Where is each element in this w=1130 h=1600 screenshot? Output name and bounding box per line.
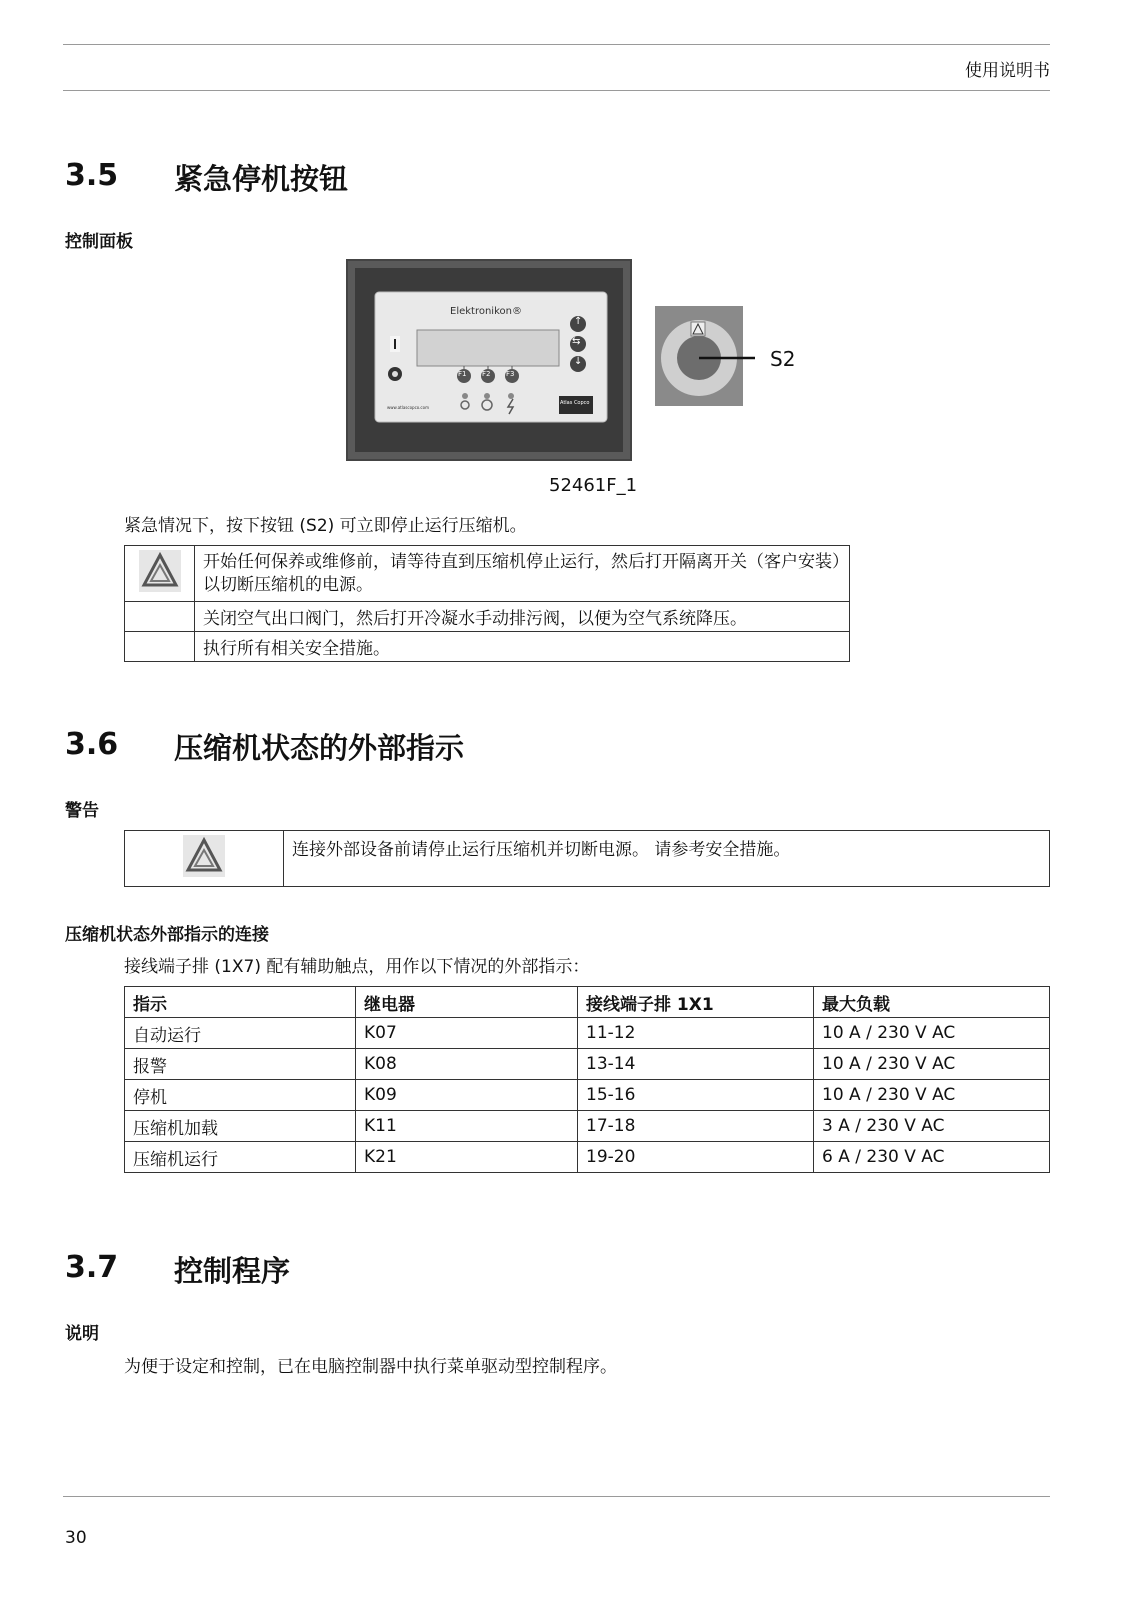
section-number-3-7: 3.7	[65, 1250, 119, 1285]
warning-text: 开始任何保养或维修前，请等待直到压缩机停止运行，然后打开隔离开关（客户安装）以切断压缩机的电源。	[195, 546, 850, 602]
column-header: 指示	[125, 987, 356, 1018]
section-number-3-6: 3.6	[65, 727, 119, 762]
table-cell: 停机	[125, 1080, 356, 1111]
relay-table	[124, 986, 1050, 1173]
column-header: 接线端子排 1X1	[578, 987, 814, 1018]
subheading-description: 说明	[65, 1324, 99, 1344]
atlas-copco-logo: Atlas Copco	[560, 400, 590, 406]
section-title-control-program: 控制程序	[174, 1254, 291, 1288]
section-title-emergency-stop: 紧急停机按钮	[174, 162, 349, 196]
section-number-3-5: 3.5	[65, 158, 119, 193]
table-cell: K08	[356, 1049, 578, 1080]
table-row	[125, 632, 850, 662]
header-bottom-rule	[63, 90, 1050, 91]
warning-icon-cell	[125, 546, 195, 602]
table-cell: 自动运行	[125, 1018, 356, 1049]
control-panel-illustration	[345, 258, 795, 500]
table-cell: 报警	[125, 1049, 356, 1080]
control-panel-figure	[345, 258, 795, 500]
table-cell: 3 A / 230 V AC	[814, 1111, 1050, 1142]
subheading-warning: 警告	[65, 801, 99, 821]
document-title: 使用说明书	[965, 61, 1050, 81]
f3-key: F3	[506, 370, 515, 378]
table-cell: 11-12	[578, 1018, 814, 1049]
table-cell: 10 A / 230 V AC	[814, 1018, 1050, 1049]
control-program-description: 为便于设定和控制，已在电脑控制器中执行菜单驱动型控制程序。	[124, 1357, 617, 1377]
safety-warning-table	[124, 545, 850, 662]
table-row	[125, 1111, 1050, 1142]
figure-caption: 52461F_1	[549, 475, 638, 496]
warning-triangle-icon	[138, 549, 182, 593]
warning-text: 连接外部设备前请停止运行压缩机并切断电源。 请参考安全措施。	[284, 831, 1050, 887]
column-header: 继电器	[356, 987, 578, 1018]
table-row	[125, 831, 1050, 887]
tab-icon: ⇆	[572, 336, 581, 347]
table-cell: 10 A / 230 V AC	[814, 1080, 1050, 1111]
table-cell: K21	[356, 1142, 578, 1173]
footer-rule	[63, 1496, 1050, 1497]
table-header-row	[125, 987, 1050, 1018]
warning-text: 关闭空气出口阀门，然后打开冷凝水手动排污阀，以便为空气系统降压。	[195, 602, 850, 632]
emergency-stop-intro: 紧急情况下，按下按钮 (S2) 可立即停止运行压缩机。	[124, 516, 527, 536]
table-row	[125, 546, 850, 602]
terminal-strip-intro: 接线端子排 (1X7) 配有辅助触点，用作以下情况的外部指示：	[124, 957, 590, 977]
f1-key: F1	[458, 370, 467, 378]
table-row	[125, 1018, 1050, 1049]
table-row	[125, 1049, 1050, 1080]
section-title-external-indication: 压缩机状态的外部指示	[174, 731, 465, 765]
table-row	[125, 1142, 1050, 1173]
table-cell: 13-14	[578, 1049, 814, 1080]
panel-brand-label: Elektronikon®	[450, 306, 522, 317]
table-cell: 17-18	[578, 1111, 814, 1142]
table-cell: K11	[356, 1111, 578, 1142]
panel-website-label: www.atlascopco.com	[387, 405, 429, 410]
arrow-up-icon: ↑	[574, 316, 583, 327]
table-cell: 6 A / 230 V AC	[814, 1142, 1050, 1173]
header-top-rule	[63, 44, 1050, 45]
s2-callout-label: S2	[770, 347, 796, 371]
external-equipment-warning	[124, 830, 1050, 887]
table-cell: 15-16	[578, 1080, 814, 1111]
subheading-connection: 压缩机状态外部指示的连接	[65, 925, 269, 945]
table-cell: K09	[356, 1080, 578, 1111]
table-cell: 19-20	[578, 1142, 814, 1173]
table-row	[125, 1080, 1050, 1111]
f2-key: F2	[482, 370, 491, 378]
warning-icon-cell	[125, 831, 284, 887]
table-cell: 10 A / 230 V AC	[814, 1049, 1050, 1080]
warning-triangle-icon	[182, 834, 226, 878]
table-cell: K07	[356, 1018, 578, 1049]
page-number: 30	[65, 1528, 87, 1548]
table-row	[125, 602, 850, 632]
arrow-down-icon: ↓	[574, 356, 583, 367]
warning-text: 执行所有相关安全措施。	[195, 632, 850, 662]
table-cell: 压缩机加载	[125, 1111, 356, 1142]
column-header: 最大负载	[814, 987, 1050, 1018]
table-cell: 压缩机运行	[125, 1142, 356, 1173]
subheading-control-panel: 控制面板	[65, 232, 133, 252]
